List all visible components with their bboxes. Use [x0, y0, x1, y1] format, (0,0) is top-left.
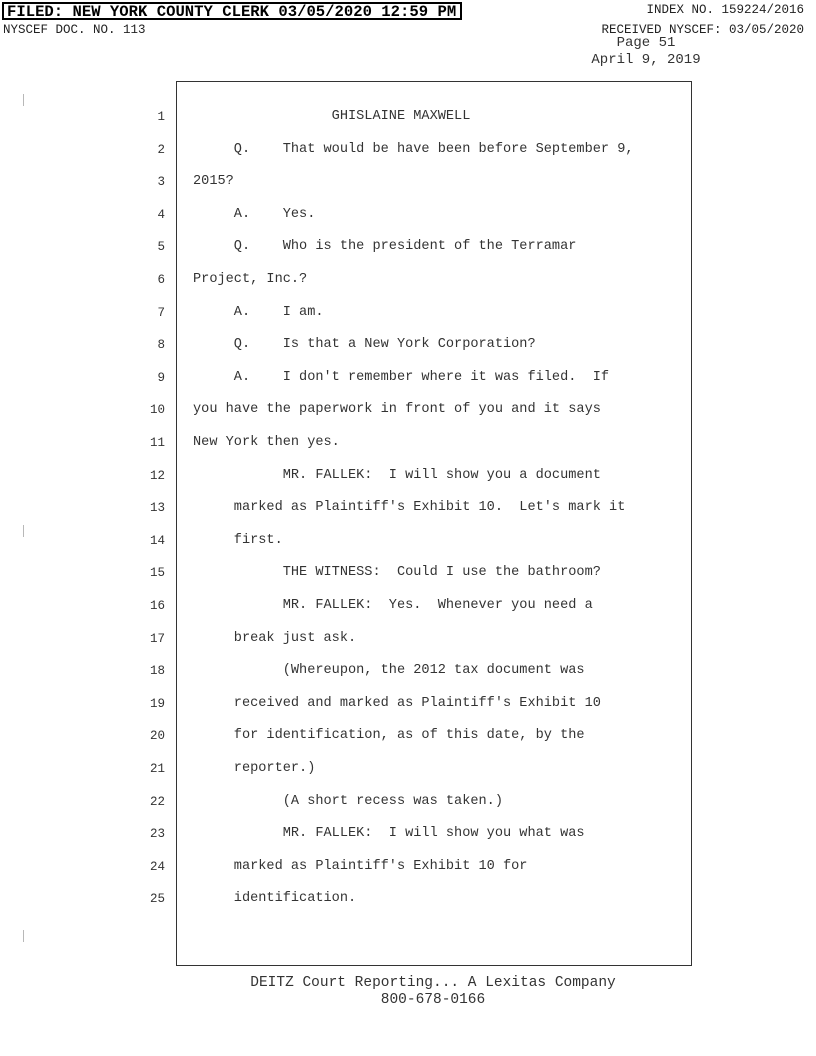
transcript-line: MR. FALLEK: Yes. Whenever you need a — [193, 598, 593, 613]
transcript-line: marked as Plaintiff's Exhibit 10 for — [193, 859, 528, 874]
line-number: 6 — [157, 273, 165, 287]
line-number: 20 — [149, 729, 165, 743]
line-number: 24 — [149, 860, 165, 874]
transcript-line: break just ask. — [193, 631, 357, 646]
line-number: 21 — [149, 762, 165, 776]
transcript-line: for identification, as of this date, by the — [193, 728, 585, 743]
line-number: 22 — [149, 795, 165, 809]
line-number: 10 — [149, 403, 165, 417]
line-number: 18 — [149, 664, 165, 678]
transcript-line: Q. Who is the president of the Terramar — [193, 239, 577, 254]
scan-margin-mark — [23, 525, 24, 537]
transcript-line: Project, Inc.? — [193, 272, 308, 287]
transcript-line: (Whereupon, the 2012 tax document was — [193, 663, 585, 678]
line-number: 17 — [149, 632, 165, 646]
transcript-line: A. I am. — [193, 305, 324, 320]
transcript-line: GHISLAINE MAXWELL — [193, 109, 471, 124]
transcript-line: THE WITNESS: Could I use the bathroom? — [193, 565, 601, 580]
line-number: 7 — [157, 306, 165, 320]
line-number: 1 — [157, 110, 165, 124]
scan-margin-mark — [23, 94, 24, 106]
document-number: NYSCEF DOC. NO. 113 — [3, 23, 146, 37]
index-number: INDEX NO. 159224/2016 — [646, 3, 804, 17]
filed-stamp: FILED: NEW YORK COUNTY CLERK 03/05/2020 12:59 PM — [2, 2, 462, 20]
received-date: RECEIVED NYSCEF: 03/05/2020 — [601, 23, 804, 37]
transcript-line: Q. Is that a New York Corporation? — [193, 337, 536, 352]
transcript-line: Q. That would be have been before September 9, — [193, 142, 634, 157]
line-number: 14 — [149, 534, 165, 548]
transcript-line: MR. FALLEK: I will show you what was — [193, 826, 585, 841]
line-number: 5 — [157, 240, 165, 254]
line-number: 4 — [157, 208, 165, 222]
transcript-line: reporter.) — [193, 761, 316, 776]
footer-phone: 800-678-0166 — [380, 992, 486, 1008]
transcript-line: first. — [193, 533, 283, 548]
line-number: 15 — [149, 566, 165, 580]
line-number: 16 — [149, 599, 165, 613]
transcript-line: identification. — [193, 891, 357, 906]
line-number: 13 — [149, 501, 165, 515]
line-number: 3 — [157, 175, 165, 189]
transcript-line: New York then yes. — [193, 435, 340, 450]
line-number: 9 — [157, 371, 165, 385]
footer-company: DEITZ Court Reporting... A Lexitas Company — [250, 975, 616, 991]
line-number: 25 — [149, 892, 165, 906]
transcript-line: A. Yes. — [193, 207, 316, 222]
page-number: Page 51 — [616, 35, 676, 51]
transcript-line: MR. FALLEK: I will show you a document — [193, 468, 601, 483]
transcript-line: (A short recess was taken.) — [193, 794, 503, 809]
line-number: 2 — [157, 143, 165, 157]
transcript-line: received and marked as Plaintiff's Exhibit 10 — [193, 696, 601, 711]
line-number: 8 — [157, 338, 165, 352]
line-number: 23 — [149, 827, 165, 841]
transcript-line: marked as Plaintiff's Exhibit 10. Let's mark it — [193, 500, 626, 515]
transcript-line: A. I don't remember where it was filed. If — [193, 370, 610, 385]
line-number: 12 — [149, 469, 165, 483]
transcript-line: 2015? — [193, 174, 234, 189]
line-number: 11 — [149, 436, 165, 450]
deposition-date: April 9, 2019 — [591, 52, 701, 68]
scan-margin-mark — [23, 930, 24, 942]
transcript-line: you have the paperwork in front of you and it says — [193, 402, 601, 417]
line-number: 19 — [149, 697, 165, 711]
